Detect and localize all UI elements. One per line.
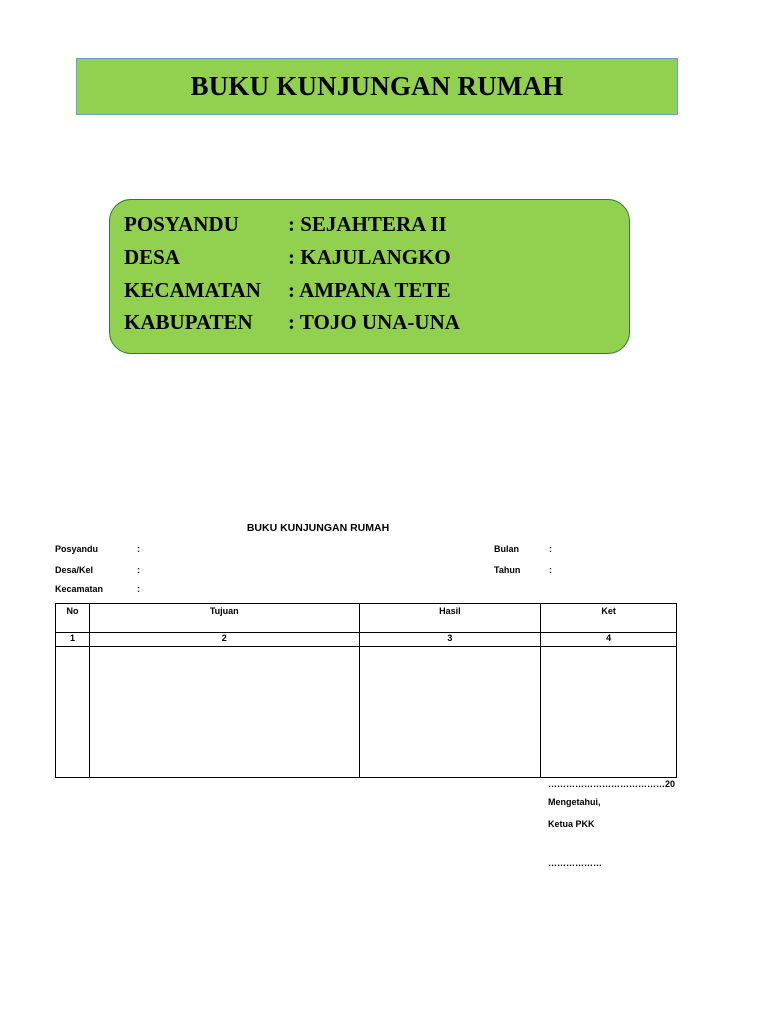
- field-label: Tahun: [494, 565, 521, 575]
- field-colon: :: [137, 584, 140, 594]
- info-label: KECAMATAN: [124, 278, 261, 302]
- table-cell: [359, 647, 541, 778]
- table-cell: [56, 647, 90, 778]
- field-colon: :: [137, 565, 140, 575]
- header-ket: Ket: [541, 604, 677, 633]
- posyandu-info-box: [109, 199, 630, 354]
- signature-date-line: …………………………………20: [548, 779, 676, 789]
- title-banner: [76, 58, 678, 115]
- column-number: 3: [359, 633, 541, 647]
- info-value: : KAJULANGKO: [288, 245, 451, 269]
- signature-role: Ketua PKK: [548, 819, 595, 829]
- column-number: 2: [89, 633, 359, 647]
- field-label: Kecamatan: [55, 584, 104, 594]
- table-row: [56, 647, 677, 778]
- info-value: : SEJAHTERA II: [288, 212, 447, 236]
- form-title: BUKU KUNJUNGAN RUMAH: [246, 522, 390, 534]
- field-kecamatan: [55, 584, 140, 594]
- signature-name-line: ………………: [548, 858, 602, 868]
- table-number-row: [56, 633, 677, 647]
- info-label: KABUPATEN: [124, 310, 253, 334]
- table-cell: [541, 647, 677, 778]
- field-colon: :: [137, 544, 140, 554]
- column-number: 1: [56, 633, 90, 647]
- info-label: DESA: [124, 245, 181, 269]
- header-hasil: Hasil: [359, 604, 541, 633]
- field-desa-kel: [55, 565, 140, 575]
- header-no: No: [56, 604, 90, 633]
- field-label: Bulan: [494, 544, 520, 554]
- cover-title: BUKU KUNJUNGAN RUMAH: [190, 71, 564, 101]
- field-bulan: [494, 544, 552, 554]
- field-tahun: [494, 565, 552, 575]
- table-cell: [89, 647, 359, 778]
- column-number: 4: [541, 633, 677, 647]
- info-value: : AMPANA TETE: [288, 278, 451, 302]
- header-tujuan: Tujuan: [89, 604, 359, 633]
- visit-table: [55, 603, 677, 778]
- field-label: Posyandu: [55, 544, 99, 554]
- table-header-row: [56, 604, 677, 633]
- field-colon: :: [549, 565, 552, 575]
- field-colon: :: [549, 544, 552, 554]
- info-label: POSYANDU: [124, 212, 239, 236]
- signature-acknowledged: Mengetahui,: [548, 797, 601, 807]
- info-value: : TOJO UNA-UNA: [288, 310, 460, 334]
- field-label: Desa/Kel: [55, 565, 94, 575]
- field-posyandu: [55, 544, 140, 554]
